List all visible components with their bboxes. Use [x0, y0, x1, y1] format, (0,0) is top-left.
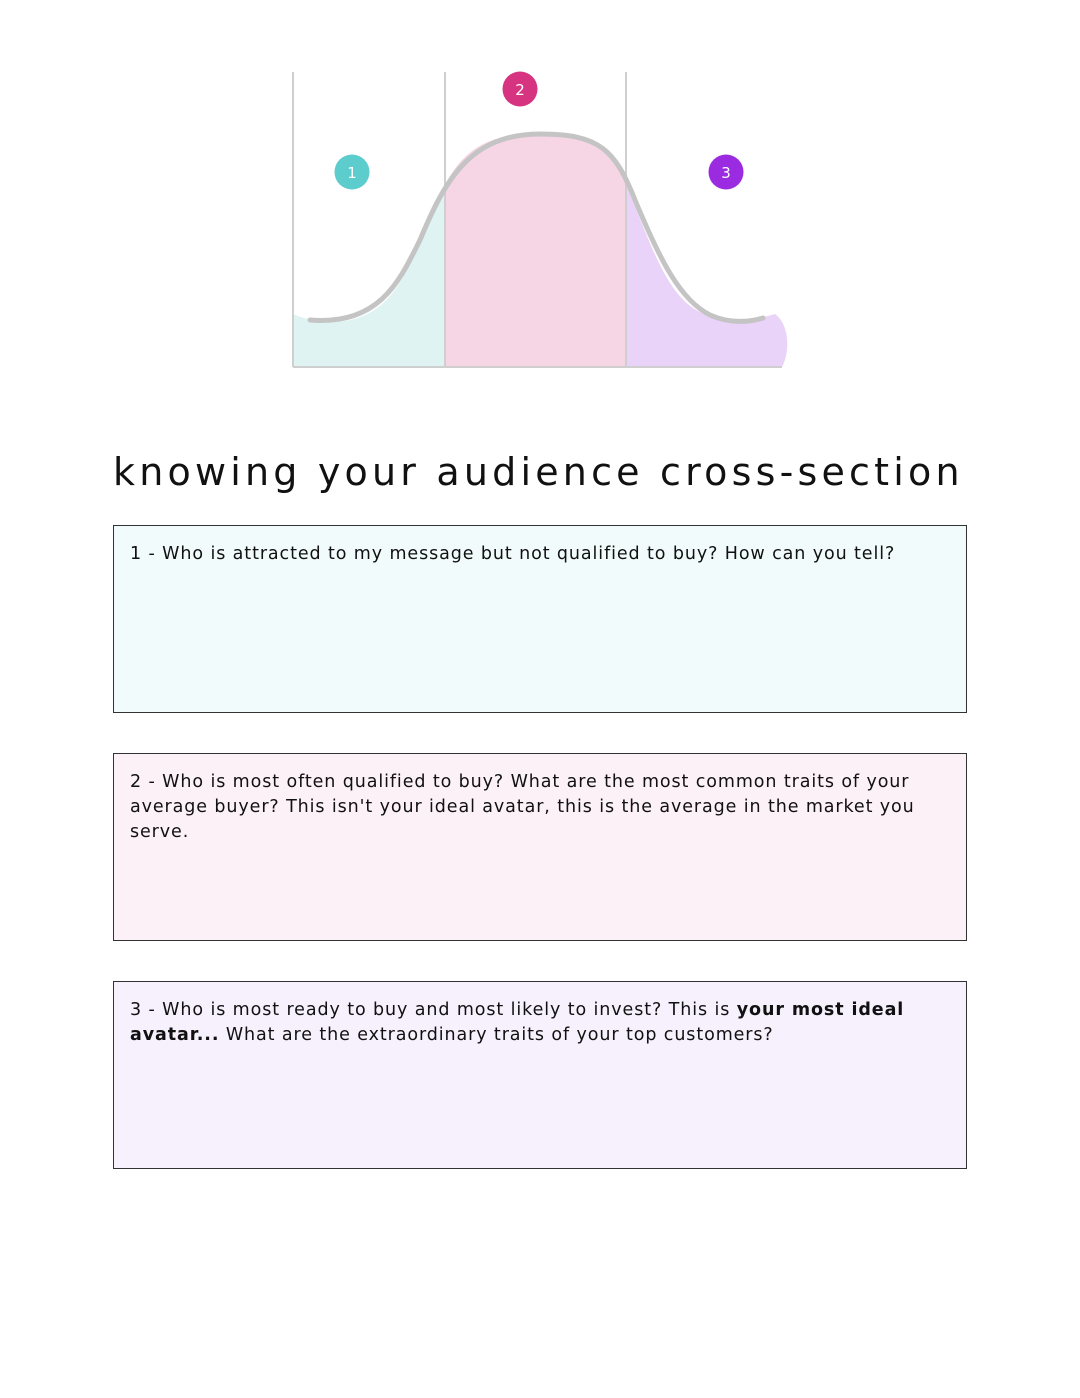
- segment-3-fill: [626, 185, 787, 367]
- question-3-suffix: What are the extraordinary traits of your top customers?: [219, 1025, 774, 1045]
- badge-2-label: 2: [515, 81, 525, 99]
- question-1-text: 1 - Who is attracted to my message but not qualified to buy? How can you tell?: [130, 544, 896, 564]
- question-3-prefix: 3 - Who is most ready to buy and most likely to invest? This is: [130, 1000, 737, 1020]
- badge-1-label: 1: [347, 164, 357, 182]
- segment-2-fill: [445, 134, 626, 367]
- bell-curve-diagram: [0, 0, 1080, 400]
- question-3-text: [130, 998, 950, 1048]
- badge-1: [335, 155, 370, 190]
- question-2-text: 2 - Who is most often qualified to buy? What are the most common traits of your average buyer? This isn't your ideal avatar, this is the average in the market you serve.: [130, 772, 915, 842]
- badge-2: [503, 72, 538, 107]
- question-box-1[interactable]: [113, 525, 967, 713]
- question-box-3[interactable]: [113, 981, 967, 1169]
- question-box-2[interactable]: [113, 753, 967, 941]
- segment-1-fill: [293, 185, 445, 367]
- page-title: knowing your audience cross-section: [113, 450, 964, 494]
- badge-3-label: 3: [721, 164, 731, 182]
- badge-3: [709, 155, 744, 190]
- question-3-emphasis: your most ideal avatar...: [130, 1000, 905, 1045]
